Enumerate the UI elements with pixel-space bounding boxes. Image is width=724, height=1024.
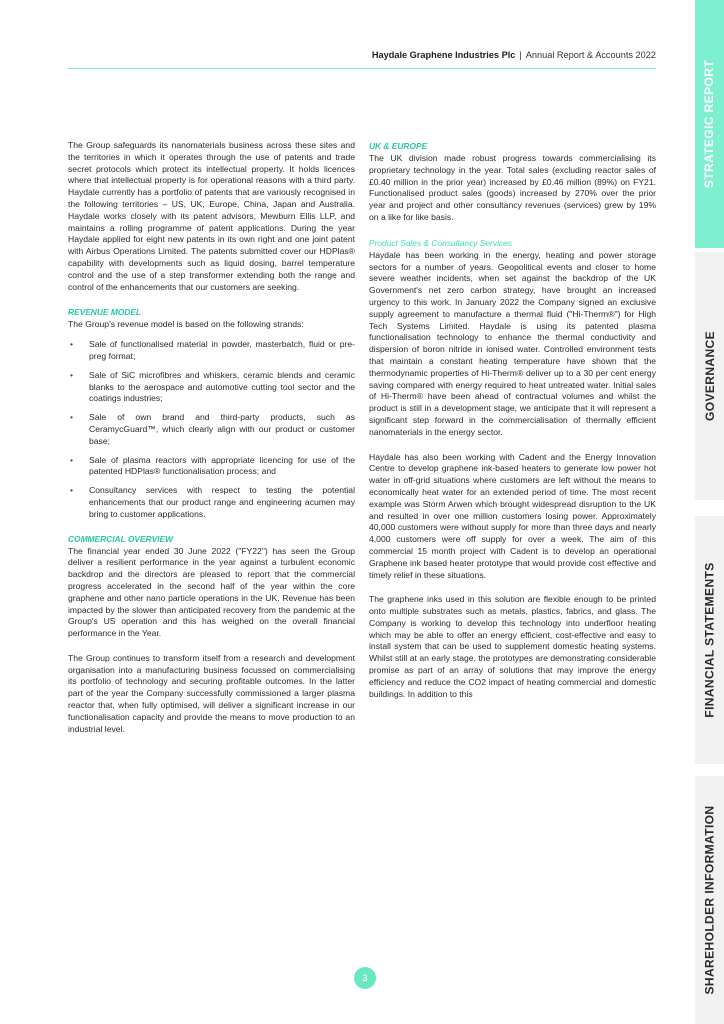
left-column [68,140,355,748]
commercial-overview-heading: COMMERCIAL OVERVIEW [68,533,174,544]
tab-governance[interactable] [695,252,724,500]
intro-paragraph: The Group safeguards its nanomaterials business across these sites and the territories in which it operates through the use of patents and trade secret protocols which protect its intellectual property. It holds licences where that intellectual property is for operational reasons with a third party. Haydale currently has a portfolio of patents that are variously recognised in the following territories – US, UK, Europe, China, Japan and Australia. Haydale works closely with its patent advisors, Mewburn Ellis LLP, and maintains a rolling programme of patent applications. During the year Haydale applied for eight new patents in its own right and one joint patent with Airbus Operations Limited. The patents submitted cover our HDPlas® capability with developments such as liquid dosing, barrel temperature control and the use of a step transformer extending both the range and control of the enhancements that our customers are seeking. [68,140,355,292]
tab-label: SHAREHOLDER INFORMATION [702,805,717,995]
report-title: Annual Report & Accounts 2022 [525,50,656,60]
tab-label: FINANCIAL STATEMENTS [702,562,717,718]
revenue-strands-list [68,339,355,520]
revenue-model-heading: REVENUE MODEL [68,307,142,318]
list-item: • Sale of own brand and third-party products, such as CeramycGuard™, which clearly align with our product or customer base; [68,412,355,447]
tab-label: STRATEGIC REPORT [702,59,717,189]
right-column [369,140,656,713]
commercial-paragraph-2: The Group continues to transform itself from a research and development organisation into a manufacturing business focussed on commercialising its portfolio of technology and securing profitable outcomes. In the latter part of the year the Company successfully commissioned a larger plasma reactor that, when fully optimised, will deliver a significant increase in our functionalisation capacity and provide the means to move production to an industrial level. [68,652,355,734]
page-header [68,46,656,69]
product-paragraph-3: The graphene inks used in this solution are flexible enough to be printed onto multiple substrates such as metals, plastics, fabrics, and glass. The Company is working to develop this technology into underfloor heating which may be able to offer an energy efficient, cost-effective and easy to install system that can be used to supplement domestic heating systems. Whilst still at an early stage, the prototypes are demonstrating considerable promise as part of an array of solutions that may improve the energy efficiency and reduce the CO2 impact of heating commercial and domestic buildings. In addition to this [369,594,656,699]
list-item: • Sale of plasma reactors with appropriate licencing for use of the patented HDPlas® functionalisation process; and [68,455,355,479]
tab-strategic-report[interactable] [695,0,724,248]
list-item: • Sale of SiC microfibres and whiskers, ceramic blends and ceramic blanks to the aerospace and automotive cutting tool sector and the coatings industries; [68,370,355,405]
header-separator: | [519,50,522,60]
page-number: 3 [354,967,376,989]
tab-financial-statements[interactable] [695,516,724,764]
list-item: • Sale of functionalised material in powder, masterbatch, fluid or pre-preg format; [68,339,355,363]
uk-paragraph: The UK division made robust progress towards commercialising its proprietary technology in the year. Total sales (excluding reactor sales of £0.40 million in the prior year) increased by £0.46 million (89%) on FY21. Functionalised product sales (goods) increased by 270% over the prior year and project and other consultancy revenues (services) grew by 19% on a like for like basis. [369,153,656,222]
product-paragraph-1: Haydale has been working in the energy, heating and power storage sectors for a number of years. Geopolitical events and closer to home severe weather incidents, when set against the backdrop of the UK Government's net zero carbon strategy, have brought an increased urgency to this work. In January 2022 the Company signed an exclusive supply agreement to manufacture a thermal fluid ("Hi-Therm®") for High Tech Systems Limited. Haydale is using its patented plasma functionalisation technology to enhance the thermal conductivity and dispersion of boron nitride in ionised water. Controlled environment tests that maintain a constant heating temperature have shown that the thermodynamic properties of Hi-Therm® deliver up to a 30 per cent energy saving compared with energy required to heat untreated water. Initial sales of Hi-Therm® have been ahead of contractual volumes and whilst the product is still in a development stage, we anticipate that it will represent a significant step forward in the commercialisation of thermally efficient nanomaterials in the energy sector. [369,249,656,437]
tab-label: GOVERNANCE [702,330,717,422]
product-sales-heading: Product Sales & Consultancy Services [369,237,512,248]
company-name: Haydale Graphene Industries Plc [371,50,516,60]
commercial-paragraph-1: The financial year ended 30 June 2022 ("FY22") has seen the Group deliver a resilient performance in the year against a turbulent economic backdrop and the directors are pleased to report that the commercial progress accelerated in the second half of the year within the core graphene and other nano particle operations in the UK. Revenue has been impacted by the slower than anticipated recovery from the pandemic at the Group's US operation and this has weighed on the overall financial performance in the Year. [68,545,355,639]
list-item: • Consultancy services with respect to testing the potential enhancements that our product range and engineering acumen may bring to customer applications. [68,485,355,520]
tab-shareholder-information[interactable] [695,776,724,1024]
uk-europe-heading: UK & EUROPE [369,141,428,151]
revenue-intro: The Group's revenue model is based on the following strands: [68,319,304,330]
product-paragraph-2: Haydale has also been working with Cadent and the Energy Innovation Centre to develop graphene ink-based heaters to generate low power hot water in off-grid situations where customers are left without the means to economically heat water for an extended period of time. The most recent example was Storm Arwen which brought widespread disruption to the UK and resulted in over one million customers losing power. Approximately 40,000 customers were without supply for more than three days and nearly 4,000 customers were off supply for over a week. The aim of this commercial 15 month project with Cadent is to develop an operational Graphene ink based heater prototype that would provide cost effective and timely relief in these situations. [369,451,656,580]
